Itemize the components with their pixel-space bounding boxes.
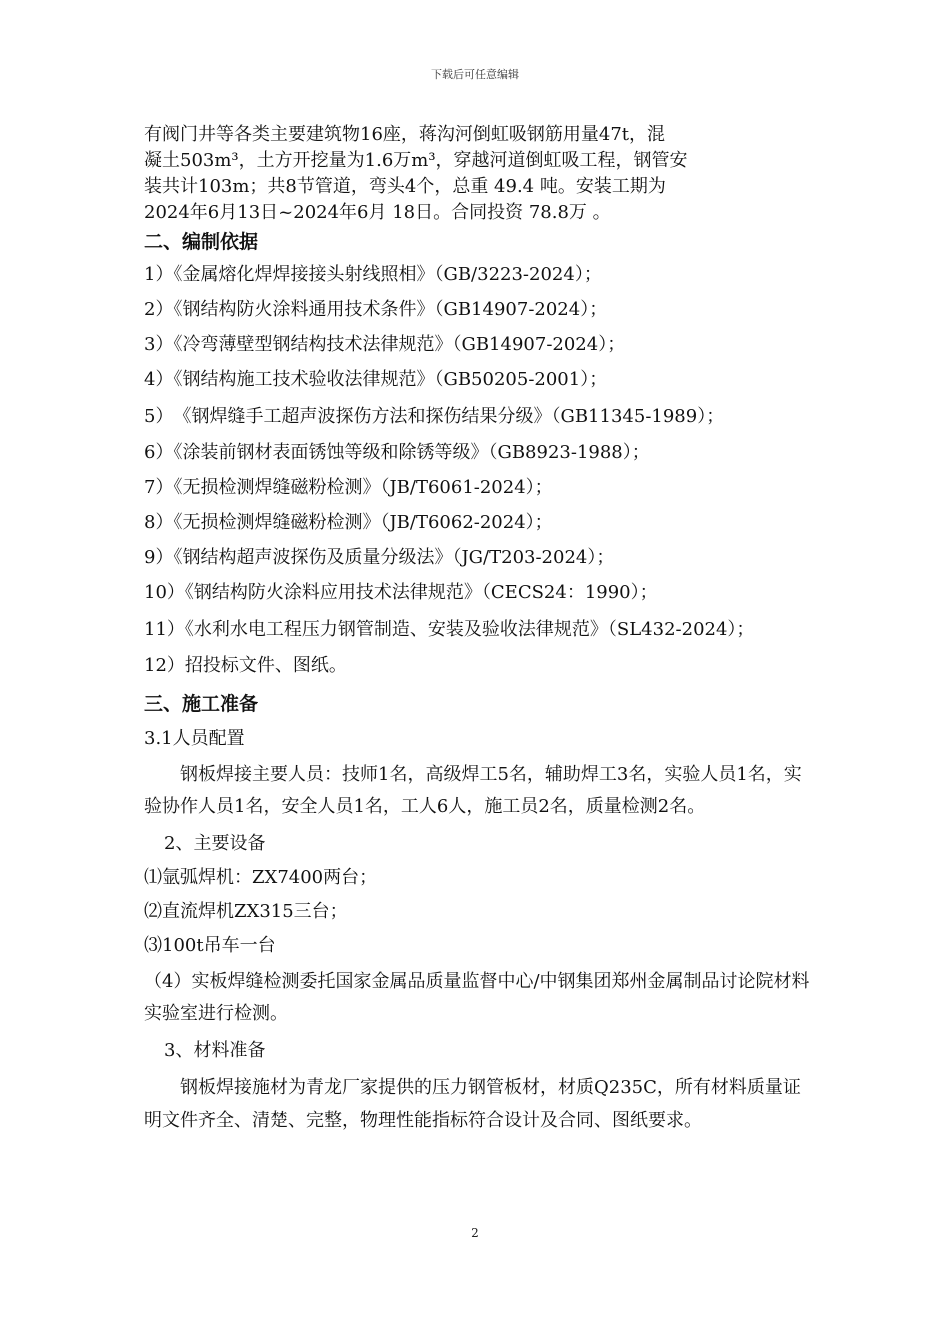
reference-item: 6）《涂装前钢材表面锈蚀等级和除锈等级》（GB8923-1988）；	[144, 442, 650, 463]
equipment-item: ⑴氩弧焊机：ZX7400两台；	[144, 867, 378, 888]
intro-line: 有阀门井等各类主要建筑物16座，蒋沟河倒虹吸钢筋用量47t，混	[144, 124, 666, 145]
reference-item: 3）《冷弯薄壁型钢结构技术法律规范》（GB14907-2024）；	[144, 334, 626, 355]
reference-item: 5） 《钢焊缝手工超声波探伤方法和探伤结果分级》（GB11345-1989）；	[144, 406, 725, 427]
intro-line: 2024年6月13日~2024年6月 18日。合同投资 78.8万 。	[144, 202, 611, 223]
subsection-personnel: 3.1人员配置	[144, 728, 245, 749]
reference-item: 11）《水利水电工程压力钢管制造、安装及验收法律规范》（SL432-2024）；	[144, 619, 755, 640]
reference-item: 8）《无损检测焊缝磁粉检测》（JB/T6062-2024）；	[144, 512, 553, 533]
document-body	[144, 122, 816, 1137]
materials-paragraph: 钢板焊接施材为青龙厂家提供的压力钢管板材，材质Q235C，所有材料质量证明文件齐全、清楚、完整，物理性能指标符合设计及合同、图纸要求。	[144, 1077, 801, 1131]
equipment-item: （4）实板焊缝检测委托国家金属品质量监督中心/中钢集团郑州金属制品讨论院材料实验室进行检测。	[144, 971, 810, 1024]
intro-line: 装共计103m；共8节管道，弯头4个，总重 49.4 吨。安装工期为	[144, 176, 666, 197]
subsection-equipment: 2、主要设备	[164, 833, 266, 854]
reference-item: 10）《钢结构防火涂料应用技术法律规范》（CECS24：1990）；	[144, 582, 658, 603]
section-heading-basis: 二、编制依据	[144, 231, 259, 253]
personnel-paragraph: 钢板焊接主要人员：技师1名，高级焊工5名，辅助焊工3名，实验人员1名，实验协作人员1名，安全人员1名，工人6人，施工员2名，质量检测2名。	[144, 764, 802, 817]
reference-item: 1）《金属熔化焊焊接接头射线照相》（GB/3223-2024）；	[144, 264, 602, 285]
reference-item: 7）《无损检测焊缝磁粉检测》（JB/T6061-2024）；	[144, 477, 553, 498]
intro-line: 凝土503m³，土方开挖量为1.6万m³，穿越河道倒虹吸工程，钢管安	[144, 150, 688, 171]
equipment-item: ⑵直流焊机ZX315三台；	[144, 901, 348, 922]
page-number: 2	[471, 1226, 479, 1240]
equipment-item: ⑶100t吊车一台	[144, 935, 276, 956]
subsection-materials: 3、材料准备	[164, 1040, 266, 1061]
section-heading-preparation: 三、施工准备	[144, 693, 259, 715]
reference-item: 2）《钢结构防火涂料通用技术条件》（GB14907-2024）；	[144, 299, 608, 320]
page-header: 下载后可任意编辑	[431, 68, 519, 81]
reference-item: 12）招投标文件、图纸。	[144, 655, 347, 676]
reference-item: 4）《钢结构施工技术验收法律规范》（GB50205-2001）；	[144, 369, 608, 390]
reference-item: 9）《钢结构超声波探伤及质量分级法》（JG/T203-2024）；	[144, 547, 615, 568]
